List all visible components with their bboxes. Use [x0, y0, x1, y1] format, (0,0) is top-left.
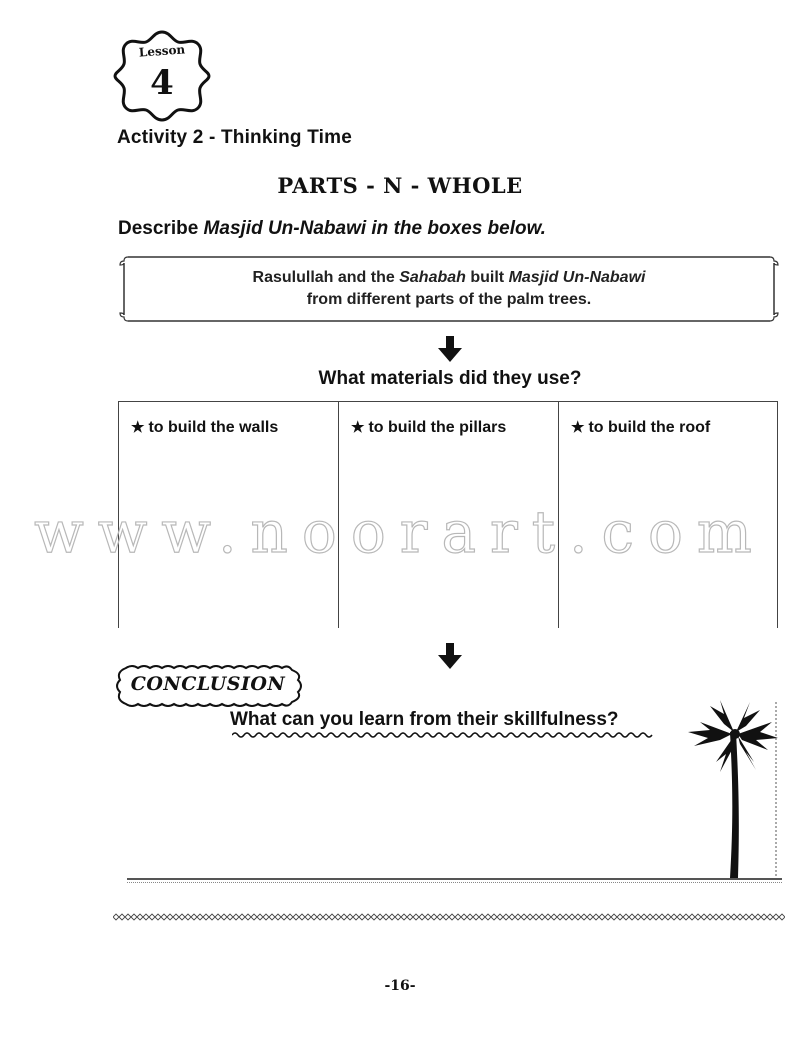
instruction-prefix: Describe	[118, 218, 204, 239]
statement-text	[118, 267, 780, 311]
conclusion-label: CONCLUSION	[130, 673, 286, 695]
lesson-number: 4	[150, 63, 174, 103]
lesson-badge	[112, 26, 212, 126]
arrow-down-icon	[436, 642, 464, 670]
wavy-underline	[232, 731, 656, 739]
conclusion-question: What can you learn from their skillfulness?	[230, 709, 619, 730]
star-icon: ★	[131, 419, 145, 436]
diamond-divider	[113, 912, 785, 922]
statement-line-1	[118, 267, 780, 289]
instruction-emphasis: Masjid Un-Nabawi in the boxes below.	[203, 218, 546, 239]
roof-label	[571, 418, 710, 437]
statement-text-a: Rasulullah and the	[252, 269, 400, 286]
walls-label-text: to build the walls	[148, 419, 279, 436]
page-number: -16-	[384, 978, 416, 994]
statement-text-c: built	[465, 269, 509, 286]
star-icon: ★	[351, 419, 365, 436]
answer-line-shadow	[127, 882, 782, 884]
statement-box	[118, 253, 780, 325]
watermark: www.noorart.com	[34, 498, 766, 566]
page-title: PARTS - N - WHOLE	[277, 173, 523, 198]
pillars-label-text: to build the pillars	[368, 419, 507, 436]
materials-question: What materials did they use?	[318, 368, 582, 389]
walls-label	[131, 418, 278, 437]
roof-label-text: to build the roof	[588, 419, 711, 436]
lesson-label: Lesson	[138, 42, 186, 60]
statement-masjid: Masjid Un-Nabawi	[508, 269, 646, 286]
pillars-label	[351, 418, 506, 437]
star-icon: ★	[571, 419, 585, 436]
statement-sahabah: Sahabah	[399, 269, 466, 286]
palm-tree-icon	[680, 692, 780, 882]
activity-title: Activity 2 - Thinking Time	[117, 127, 352, 148]
statement-line-2: from different parts of the palm trees.	[306, 291, 592, 308]
instruction-text	[118, 218, 546, 240]
arrow-down-icon	[436, 335, 464, 363]
